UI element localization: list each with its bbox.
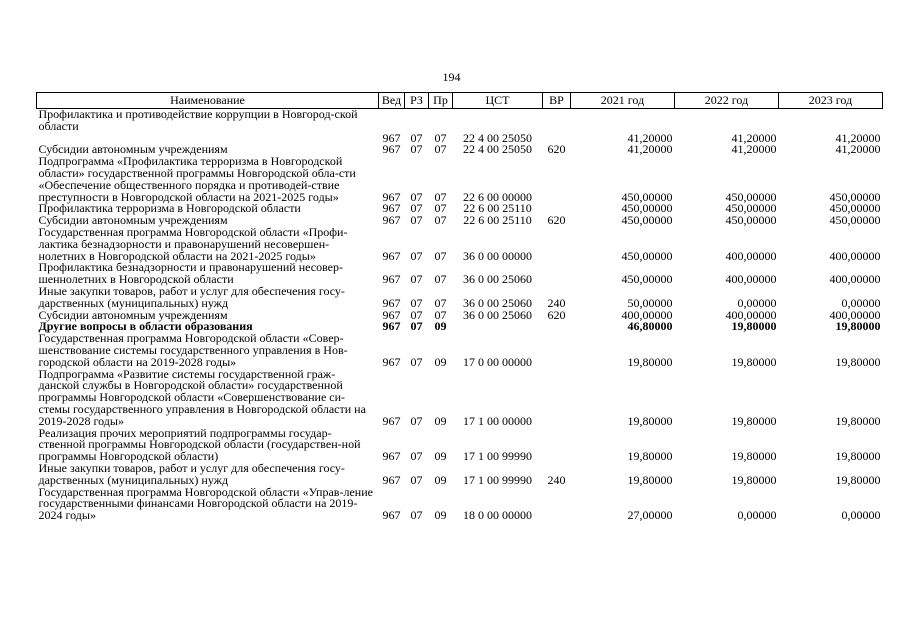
cell-rz: 07 xyxy=(410,201,423,216)
cell-ved xyxy=(379,109,405,133)
cell-ved: 967 xyxy=(382,272,401,287)
cell-y2022: 450,00000 xyxy=(725,201,777,216)
cell-y2023: 400,00000 xyxy=(829,307,881,322)
cell-cst: 22 6 00 25110 xyxy=(463,201,532,216)
cell-vr: 620 xyxy=(547,307,566,322)
cell-vr xyxy=(543,369,571,428)
cell-pr: 09 xyxy=(434,319,447,334)
cell-name: Другие вопросы в области образования xyxy=(38,319,253,334)
cell-pr: 07 xyxy=(434,189,447,204)
cell-y2021: 450,00000 xyxy=(621,189,673,204)
cell-vr xyxy=(543,227,571,262)
cell-cst: 36 0 00 25060 xyxy=(463,307,532,322)
cell-cst xyxy=(453,109,543,133)
cell-cst: 17 0 00 00000 xyxy=(463,354,532,369)
cell-name: Профилактика безнадзорности и правонарушений несовер-шеннолетних в Новгородской области xyxy=(38,260,343,287)
cell-vr: 240 xyxy=(547,295,566,310)
cell-y2023: 450,00000 xyxy=(829,213,881,228)
cell-pr: 09 xyxy=(434,354,447,369)
cell-y2022: 19,80000 xyxy=(731,354,777,369)
cell-ved: 967 xyxy=(382,142,401,157)
cell-pr: 09 xyxy=(434,413,447,428)
cell-y2023: 19,80000 xyxy=(835,354,881,369)
cell-rz: 07 xyxy=(410,295,423,310)
cell-y2021: 50,00000 xyxy=(627,295,673,310)
cell-cst: 22 4 00 25050 xyxy=(463,142,532,157)
cell-y2022: 19,80000 xyxy=(731,449,777,464)
cell-ved: 967 xyxy=(382,413,401,428)
cell-y2021: 19,80000 xyxy=(627,449,673,464)
cell-ved: 967 xyxy=(382,354,401,369)
cell-cst: 22 4 00 25050 xyxy=(463,130,532,145)
table-row xyxy=(37,227,883,262)
cell-pr: 07 xyxy=(434,248,447,263)
cell-name: Подпрограмма «Профилактика терроризма в Новгородской области» государственной программы Новгородской обла-сти «Обеспечение общественного порядка и противодей-ствие преступности в Новгородской области на 2021-2025 годы» xyxy=(38,154,356,204)
cell-y2021: 450,00000 xyxy=(621,272,673,287)
cell-y2022: 450,00000 xyxy=(725,189,777,204)
header-2021: 2021 год xyxy=(571,93,675,109)
cell-y2022: 41,20000 xyxy=(731,142,777,157)
cell-rz: 07 xyxy=(410,354,423,369)
cell-y2021: 41,20000 xyxy=(627,130,673,145)
cell-rz: 07 xyxy=(410,248,423,263)
cell-y2022: 0,00000 xyxy=(737,295,777,310)
cell-vr xyxy=(543,487,571,522)
cell-y2023: 41,20000 xyxy=(835,130,881,145)
table-row xyxy=(37,156,883,203)
header-rz: РЗ xyxy=(405,93,429,109)
cell-y2023: 450,00000 xyxy=(829,201,881,216)
cell-vr xyxy=(543,428,571,463)
table-row xyxy=(37,262,883,286)
cell-rz: 07 xyxy=(410,413,423,428)
cell-y2022: 0,00000 xyxy=(737,508,777,523)
cell-cst: 17 1 00 00000 xyxy=(463,413,532,428)
cell-pr: 07 xyxy=(434,307,447,322)
cell-name: Реализация прочих мероприятий подпрограммы государ-ственной программы Новгородской области (государствен-ной программы Новгородской области) xyxy=(38,425,361,464)
cell-pr: 07 xyxy=(434,272,447,287)
cell-rz: 07 xyxy=(410,307,423,322)
cell-y2021: 27,00000 xyxy=(627,508,673,523)
header-2022: 2022 год xyxy=(675,93,779,109)
header-vr: ВР xyxy=(543,93,571,109)
cell-ved: 967 xyxy=(382,213,401,228)
cell-vr xyxy=(543,109,571,133)
cell-name: Государственная программа Новгородской области «Управ-ление государственными финансами Новгородской области на 2019-2024 годы» xyxy=(38,484,373,523)
cell-ved: 967 xyxy=(382,189,401,204)
cell-y2022 xyxy=(675,109,779,133)
cell-name: Субсидии автономным учреждениям xyxy=(38,142,228,157)
cell-name: Субсидии автономным учреждениям xyxy=(38,213,228,228)
cell-y2022: 19,80000 xyxy=(731,319,777,334)
cell-name: Иные закупки товаров, работ и услуг для обеспечения госу-дарственных (муниципальных) нужд xyxy=(38,460,345,487)
cell-ved: 967 xyxy=(382,508,401,523)
cell-rz: 07 xyxy=(410,319,423,334)
cell-y2023: 19,80000 xyxy=(835,472,881,487)
cell-ved: 967 xyxy=(382,449,401,464)
budget-table xyxy=(36,92,883,522)
cell-y2023: 0,00000 xyxy=(841,295,881,310)
cell-cst: 36 0 00 00000 xyxy=(463,248,532,263)
header-2023: 2023 год xyxy=(779,93,883,109)
cell-y2021: 19,80000 xyxy=(627,354,673,369)
cell-vr: 240 xyxy=(547,472,566,487)
cell-vr xyxy=(543,333,571,368)
cell-rz: 07 xyxy=(410,449,423,464)
cell-y2023 xyxy=(779,109,883,133)
cell-name: Подпрограмма «Развитие системы государственной граж-данской службы в Новгородской области» государственной программы Новгородской области «Совершенствование си-стемы государственного управления в Новгородской области на 2019-2028 годы» xyxy=(38,366,366,428)
cell-cst: 36 0 00 25060 xyxy=(463,295,532,310)
cell-y2023: 19,80000 xyxy=(835,413,881,428)
page-number: 194 xyxy=(442,70,461,84)
cell-vr: 620 xyxy=(547,213,566,228)
cell-rz: 07 xyxy=(410,142,423,157)
table-row xyxy=(37,487,883,522)
cell-pr: 07 xyxy=(434,142,447,157)
table-row xyxy=(37,428,883,463)
cell-y2021: 450,00000 xyxy=(621,248,673,263)
table-row xyxy=(37,333,883,368)
cell-y2023: 41,20000 xyxy=(835,142,881,157)
header-cst: ЦСТ xyxy=(453,93,543,109)
header-pr: Пр xyxy=(429,93,453,109)
cell-ved: 967 xyxy=(382,130,401,145)
cell-y2023: 400,00000 xyxy=(829,248,881,263)
cell-y2021: 46,80000 xyxy=(627,319,673,334)
cell-vr xyxy=(543,321,571,333)
cell-cst: 17 1 00 99990 xyxy=(463,449,532,464)
cell-ved: 967 xyxy=(382,307,401,322)
cell-pr: 09 xyxy=(434,472,447,487)
cell-cst: 22 6 00 00000 xyxy=(463,189,532,204)
table-row xyxy=(37,463,883,487)
cell-pr: 09 xyxy=(434,508,447,523)
cell-y2023: 19,80000 xyxy=(835,319,881,334)
table-row xyxy=(37,109,883,133)
cell-y2023: 400,00000 xyxy=(829,272,881,287)
cell-rz xyxy=(405,109,429,133)
table-body xyxy=(37,109,883,522)
cell-cst: 18 0 00 00000 xyxy=(463,508,532,523)
cell-y2021: 450,00000 xyxy=(621,213,673,228)
cell-cst: 36 0 00 25060 xyxy=(463,272,532,287)
cell-pr: 07 xyxy=(434,201,447,216)
cell-y2022: 450,00000 xyxy=(725,213,777,228)
cell-y2022: 19,80000 xyxy=(731,413,777,428)
header-name: Наименование xyxy=(37,93,379,109)
cell-y2022: 400,00000 xyxy=(725,272,777,287)
cell-ved: 967 xyxy=(382,248,401,263)
cell-cst xyxy=(453,321,543,333)
cell-y2021: 400,00000 xyxy=(621,307,673,322)
cell-rz: 07 xyxy=(410,189,423,204)
cell-y2021: 41,20000 xyxy=(627,142,673,157)
cell-name: Субсидии автономным учреждениям xyxy=(38,307,228,322)
cell-rz: 07 xyxy=(410,472,423,487)
cell-ved: 967 xyxy=(382,201,401,216)
header-ved: Вед xyxy=(379,93,405,109)
cell-cst: 22 6 00 25110 xyxy=(463,213,532,228)
cell-ved: 967 xyxy=(382,295,401,310)
cell-pr xyxy=(429,109,453,133)
cell-name: Профилактика и противодействие коррупции в Новгород-ской области xyxy=(38,107,358,133)
cell-y2022: 400,00000 xyxy=(725,307,777,322)
cell-vr xyxy=(543,262,571,286)
cell-y2021: 19,80000 xyxy=(627,472,673,487)
cell-y2021: 450,00000 xyxy=(621,201,673,216)
cell-rz: 07 xyxy=(410,130,423,145)
cell-pr: 07 xyxy=(434,213,447,228)
cell-y2022: 41,20000 xyxy=(731,130,777,145)
table-row xyxy=(37,369,883,428)
cell-y2023: 0,00000 xyxy=(841,508,881,523)
cell-ved: 967 xyxy=(382,472,401,487)
cell-rz: 07 xyxy=(410,272,423,287)
cell-vr xyxy=(543,156,571,203)
cell-rz: 07 xyxy=(410,213,423,228)
cell-name: Государственная программа Новгородской области «Совер-шенствование системы государственного управления в Нов-городской области на 2019-2028 годы» xyxy=(38,331,348,369)
cell-pr: 09 xyxy=(434,449,447,464)
table-row xyxy=(37,286,883,310)
cell-pr: 07 xyxy=(434,130,447,145)
cell-name: Профилактика терроризма в Новгородской области xyxy=(38,201,301,216)
cell-name: Государственная программа Новгородской области «Профи-лактика безнадзорности и правонарушений несовершен-нолетних в Новгородской области на 2021-2025 годы» xyxy=(38,224,348,263)
cell-cst: 17 1 00 99990 xyxy=(463,472,532,487)
cell-vr: 620 xyxy=(547,142,566,157)
cell-pr: 07 xyxy=(434,295,447,310)
cell-y2021: 19,80000 xyxy=(627,413,673,428)
cell-name: Иные закупки товаров, работ и услуг для обеспечения госу-дарственных (муниципальных) нужд xyxy=(38,283,345,310)
cell-y2022: 19,80000 xyxy=(731,472,777,487)
cell-y2023: 19,80000 xyxy=(835,449,881,464)
cell-y2023: 450,00000 xyxy=(829,189,881,204)
cell-ved: 967 xyxy=(382,319,401,334)
cell-rz: 07 xyxy=(410,508,423,523)
cell-y2021 xyxy=(571,109,675,133)
cell-y2022: 400,00000 xyxy=(725,248,777,263)
